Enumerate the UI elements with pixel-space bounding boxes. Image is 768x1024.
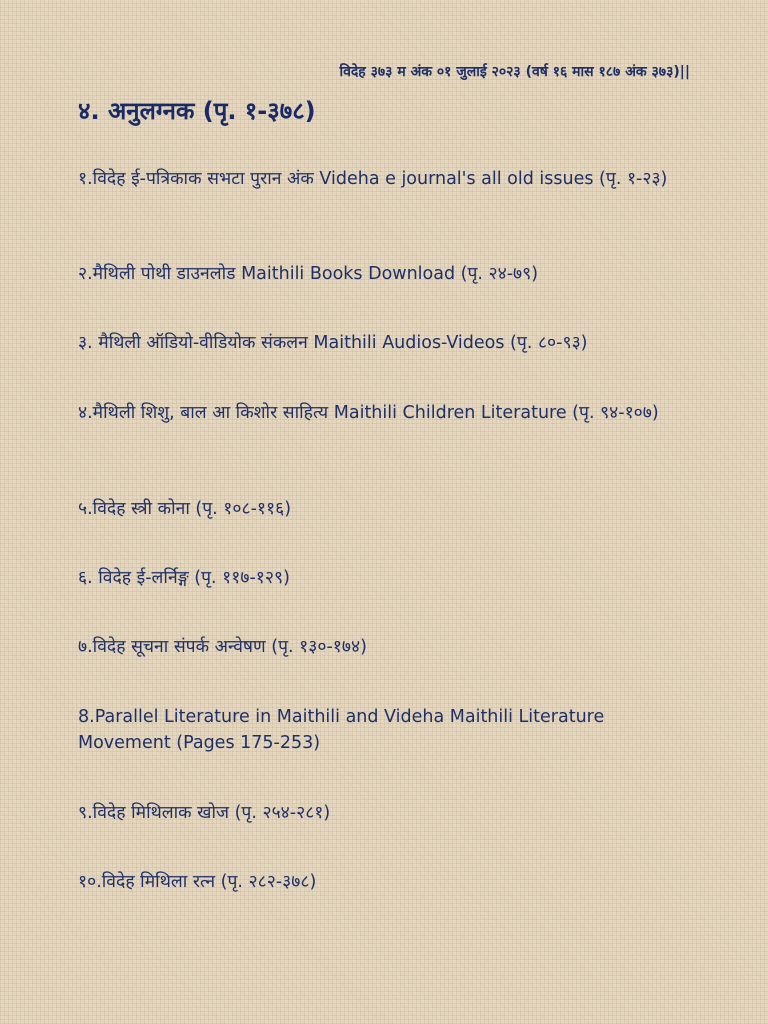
toc-item-8: 8.Parallel Literature in Maithili and Videha Maithili Literature Movement (Pages 175-253) [78, 707, 605, 753]
toc-item-10: १०.विदेह मिथिला रत्न (पृ. २८२-३७८) [78, 872, 317, 892]
toc-item-4: ४.मैथिली शिशु, बाल आ किशोर साहित्य Maithili Children Literature (पृ. ९४-१०७) [78, 403, 659, 423]
toc-item-6: ६. विदेह ई-लर्निङ्ग (पृ. ११७-१२९) [78, 568, 290, 588]
toc-item-3: ३. मैथिली ऑडियो-वीडियोक संकलन Maithili Audios-Videos (पृ. ८०-९३) [78, 333, 588, 353]
section-title: ४. अनुलग्नक (पृ. १-३७८) [78, 97, 316, 125]
toc-item-7: ७.विदेह सूचना संपर्क अन्वेषण (पृ. १३०-१७४) [78, 637, 367, 657]
toc-item-5: ५.विदेह स्त्री कोना (पृ. १०८-११६) [78, 499, 292, 519]
toc-item-2: २.मैथिली पोथी डाउनलोड Maithili Books Download (पृ. २४-७९) [78, 264, 539, 284]
issue-header: विदेह ३७३ म अंक ०१ जुलाई २०२३ (वर्ष १६ मास १८७ अंक ३७३)|| [339, 64, 690, 80]
toc-item-9: ९.विदेह मिथिलाक खोज (पृ. २५४-२८१) [78, 803, 331, 823]
toc-item-1: १.विदेह ई-पत्रिकाक सभटा पुरान अंक Videha e journal's all old issues (पृ. १-२३) [78, 169, 668, 189]
